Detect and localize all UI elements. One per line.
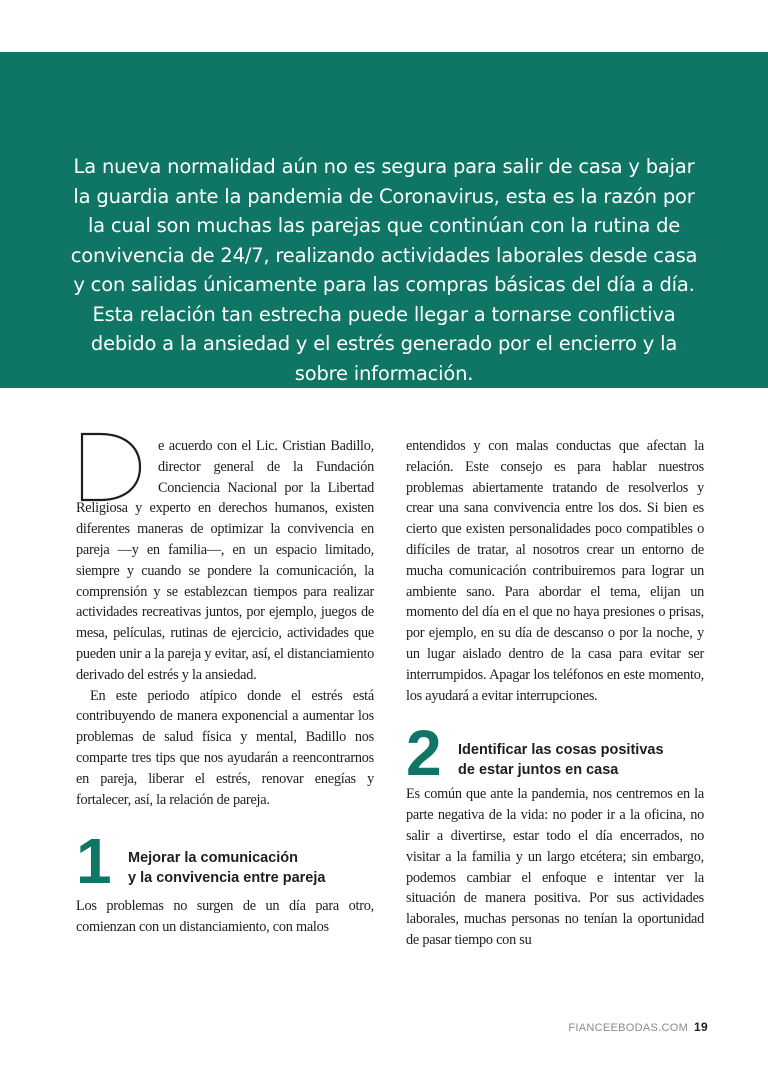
section-1-body-left: Los problemas no surgen de un día para otro, comienzan con un distanciamiento, con malos — [76, 898, 374, 936]
section-1-title-line1: Mejorar la comunicación — [128, 850, 299, 867]
dropcap-letter — [76, 432, 156, 498]
section-2-body: Es común que ante la pandemia, nos centremos en la parte negativa de la vida: no poder ir a la oficina, no salir a divertirse, estar todo el día encerrados, no visitar a la familia y un largo etcétera; sin embargo, podemos cambiar el enfoque e intentar ver la situación de manera positiva. Por sus actividades laborales, muchas personas no tenían la oportunidad de pasar tiempo con su — [406, 786, 704, 948]
section-1-body-right: entendidos y con malas conductas que afectan la relación. Este consejo es para hablar nuestros problemas abiertamente tratando de resolverlos y crear una sana convivencia entre los dos. Si bien es cierto que existen personalidades poco compatibles o difíciles de tratar, al nosotros crear un entorno de mucha comunicación contribuiremos para lograr un ambiente sano. Para abordar el tema, elijan un momento del día en el que no haya presiones o prisas, por ejemplo, en su día de descanso o por la noche, y un lugar aislado dentro de la casa para evitar ser interrumpidos. Apagar los teléfonos en este momento, los ayudará a evitar interrupciones. — [406, 438, 704, 704]
article-column-left — [76, 436, 374, 938]
dropcap-d-glyph — [76, 432, 144, 502]
section-1-heading — [76, 825, 374, 898]
page-number: 19 — [694, 1020, 708, 1034]
section-2-heading — [406, 717, 704, 790]
section-2-number: 2 — [406, 717, 442, 790]
intro-paragraph-wrap — [76, 436, 374, 686]
intro-banner — [0, 52, 768, 388]
article-column-right — [406, 436, 704, 951]
section-2-title — [458, 740, 664, 780]
intro-paragraph: e acuerdo con el Lic. Cristian Badillo, director general de la Fundación Conciencia Nacional por la Libertad Religiosa y experto en derechos humanos, existen diferentes maneras de optimizar la convivencia en pareja —y en familia—, en un espacio limitado, siempre y cuando se pondere la comunicación, la comprensión y se establezcan tiempos para realizar actividades recreativas juntos, por ejemplo, juegos de mesa, películas, rutinas de ejercicio, actividades que pueden unir a la pareja y evitar, así, el distanciamiento derivado del estrés y la ansiedad. — [76, 438, 374, 683]
section-2-title-line1: Identificar las cosas positivas — [458, 742, 664, 759]
section-1-title — [128, 848, 325, 888]
section-1-title-line2: y la convivencia entre pareja — [128, 870, 326, 887]
paragraph-2: En este periodo atípico donde el estrés está contribuyendo de manera exponencial a aumentar los problemas de salud física y mental, Badillo nos comparte tres tips que nos ayudarán a reencontrarnos en pareja, liberar el estrés, renovar enegías y fortalecer, así, la relación de pareja. — [76, 687, 374, 808]
footer-site: FIANCEEBODAS.COM — [568, 1022, 689, 1034]
banner-text: La nueva normalidad aún no es segura para salir de casa y bajar la guardia ante la pandemia de Coronavirus, esta es la razón por la cual son muchas las parejas que continúan con la rutina de convivencia de 24/7, realizando actividades laborales desde casa y con salidas únicamente para las compras básicas del día a día. Esta relación tan estrecha puede llegar a tornarse conflictiva debido a la ansiedad y el estrés generado por el encierro y la sobre información. — [70, 155, 698, 385]
section-2-title-line2: de estar juntos en casa — [458, 762, 619, 779]
page-footer — [568, 1020, 708, 1034]
section-1-number: 1 — [76, 825, 112, 898]
